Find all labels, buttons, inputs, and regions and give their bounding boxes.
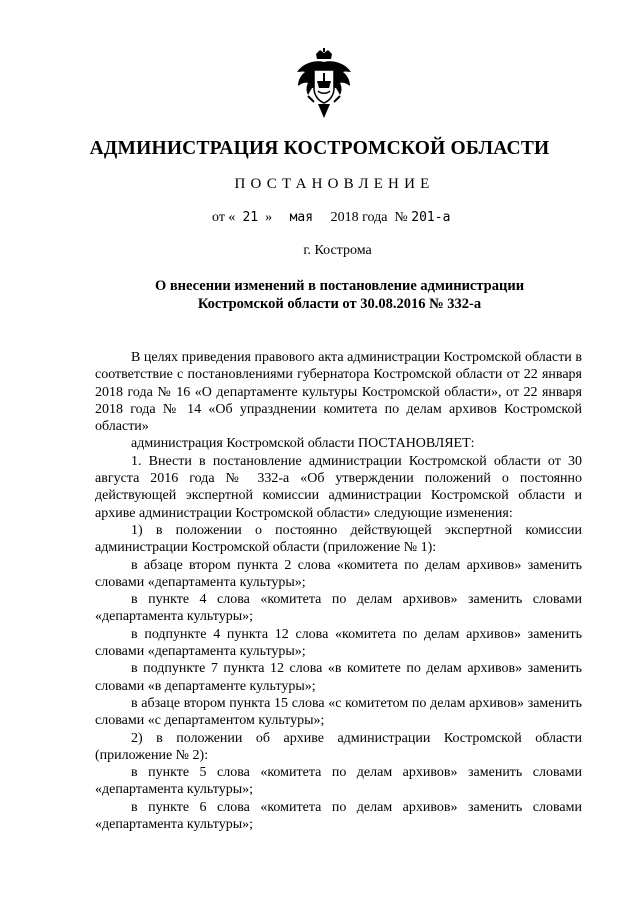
body-paragraph: в пункте 6 слова «комитета по делам архивов» заменить словами «департамента культуры»; bbox=[95, 799, 582, 833]
subject-line-1: О внесении изменений в постановление администрации bbox=[154, 278, 525, 294]
document-number: 201-а bbox=[411, 210, 451, 225]
date-day-close: » bbox=[265, 210, 273, 225]
document-type: ПОСТАНОВЛЕНИЕ bbox=[234, 176, 435, 192]
body-paragraph: в абзаце втором пункта 15 слова «с комитетом по делам архивов» заменить словами «с департаментом культуры»; bbox=[95, 695, 582, 729]
document-date-line bbox=[212, 210, 450, 226]
number-sign: № bbox=[394, 210, 408, 225]
body-paragraph: в абзаце втором пункта 2 слова «комитета по делам архивов» заменить словами «департамента культуры»; bbox=[95, 557, 582, 590]
body-paragraph: 1) в положении о постоянно действующей экспертной комиссии администрации Костромской области (приложение № 1): bbox=[95, 522, 582, 556]
body-paragraph: администрация Костромской области ПОСТАНОВЛЯЕТ: bbox=[131, 436, 475, 452]
body-paragraph: 1. Внести в постановление администрации Костромской области от 30 августа 2016 года № 332-а «Об утверждении положений о постоянно действующей экспертной комиссии администрации Костромской области и архиве администрации Костромской области» следующие изменения: bbox=[95, 453, 582, 521]
body-paragraph: в пункте 5 слова «комитета по делам архивов» заменить словами «департамента культуры»; bbox=[95, 765, 582, 798]
coat-of-arms-icon bbox=[294, 48, 354, 122]
body-paragraph: В целях приведения правового акта администрации Костромской области в соответствие с постановлениями губернатора Костромской области от 22 января 2018 года № 16 «О департаменте культуры Костромской области», от 22 января 2018 года № 14 «Об упразднении комитета по делам архивов Костромской области» bbox=[95, 350, 582, 435]
date-day: 21 bbox=[242, 210, 259, 225]
body-paragraph: в пункте 4 слова «комитета по делам архивов» заменить словами «департамента культуры»; bbox=[95, 592, 582, 625]
date-year: 2018 года bbox=[330, 210, 388, 225]
organization-title: АДМИНИСТРАЦИЯ КОСТРОМСКОЙ ОБЛАСТИ bbox=[89, 138, 550, 159]
body-paragraph: 2) в положении об архиве администрации Костромской области (приложение № 2): bbox=[95, 730, 582, 763]
city: г. Кострома bbox=[303, 243, 372, 258]
date-prefix: от « bbox=[212, 210, 236, 225]
date-month: мая bbox=[289, 210, 314, 225]
body-paragraph: в подпункте 7 пункта 12 слова «в комитете по делам архивов» заменить словами «в департаменте культуры»; bbox=[95, 661, 582, 694]
document-subject bbox=[0, 277, 639, 313]
body-paragraph: в подпункте 4 пункта 12 слова «комитета по делам архивов» заменить словами «департамента культуры»; bbox=[95, 626, 582, 660]
document-body bbox=[95, 349, 582, 833]
subject-line-2: Костромской области от 30.08.2016 № 332-а bbox=[197, 296, 482, 312]
